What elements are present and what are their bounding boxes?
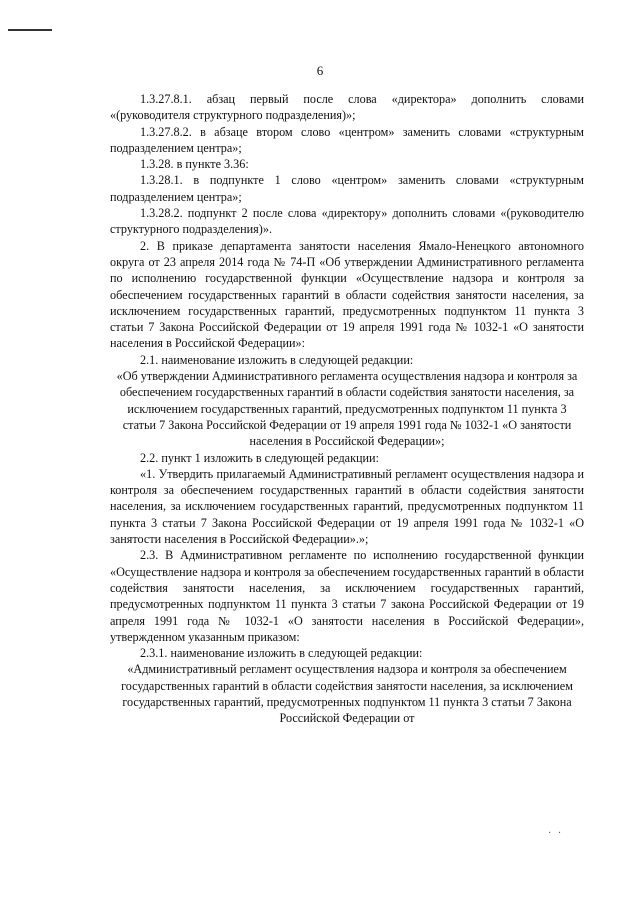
paragraph-2-3: 2.3. В Административном регламенте по исполнению государственной функции «Осуществление надзора и контроля за обеспечением государственных гарантий в области содействия занятости населения, за исключением государственных гарантий, предусмотренных подпунктом 11 пункта 3 статьи 7 закона Российской Федерации от 19 апреля 1991 года № 1032-1 «О занятости населения в Российской Федерации», утвержденном указанным приказом: (110, 548, 584, 644)
paragraph-2: 2. В приказе департамента занятости населения Ямало-Ненецкого автономного округа от 23 апреля 2014 года № 74-П «Об утверждении Административного регламента по исполнению государственной функции «Осуществление надзора и контроля за обеспечением государственных гарантий в области содействия занятости населения, за исключением государственных гарантий, предусмотренных подпунктом 11 пункта 3 статьи 7 Закона Российской Федерации от 19 апреля 1991 года № 1032-1 «О занятости населения в Российской Федерации»: (110, 238, 584, 351)
paragraph-1-3-28: 1.3.28. в пункте 3.36: (140, 157, 249, 172)
paragraph-1-3-28-1: 1.3.28.1. в подпункте 1 слово «центром» заменить словами «структурным подразделением центра»; (110, 173, 584, 204)
scan-artifact-line (8, 29, 52, 31)
quoted-title-2-3-1: «Административный регламент осуществления надзора и контроля за обеспечением государственных гарантий в области содействия занятости населения, за исключением государственных гарантий, предусмотренных подпунктом 11 пункта 3 статьи 7 Закона Российской Федерации от (121, 662, 573, 726)
paragraph-1-3-27-8-2: 1.3.27.8.2. в абзаце втором слово «центром» заменить словами «структурным подразделением центра»; (110, 124, 584, 155)
quoted-title-2-1: «Об утверждении Административного регламента осуществления надзора и контроля за обеспечением государственных гарантий в области содействия занятости населения, за исключением государственных гарантий, предусмотренных подпунктом 11 пункта 3 статьи 7 Закона Российской Федерации от 19 апреля 1991 года № 1032-1 «О занятости населения в Российской Федерации»; (116, 369, 578, 449)
page-number: 6 (316, 63, 324, 78)
quoted-point-1: «1. Утвердить прилагаемый Административный регламент осуществления надзора и контроля за обеспечением государственных гарантий в области содействия занятости населения, за исключением государственных гарантий, предусмотренных подпунктом 11 пункта 3 статьи 7 Закона Российской Федерации от 19 апреля 1991 года № 1032-1 «О занятости населения в Российской Федерации».»; (110, 466, 584, 547)
paragraph-2-2: 2.2. пункт 1 изложить в следующей редакции: (140, 450, 379, 465)
paragraph-2-1: 2.1. наименование изложить в следующей редакции: (140, 352, 414, 367)
paragraph-1-3-28-2: 1.3.28.2. подпункт 2 после слова «директору» дополнить словами «(руководителю структурного подразделения)». (110, 206, 584, 237)
scan-speckle: · · (548, 828, 564, 839)
paragraph-1-3-27-8-1: 1.3.27.8.1. абзац первый после слова «директора» дополнить словами «(руководителя структурного подразделения)»; (110, 92, 584, 123)
paragraph-2-3-1: 2.3.1. наименование изложить в следующей редакции: (140, 646, 423, 661)
document-body (110, 91, 584, 727)
